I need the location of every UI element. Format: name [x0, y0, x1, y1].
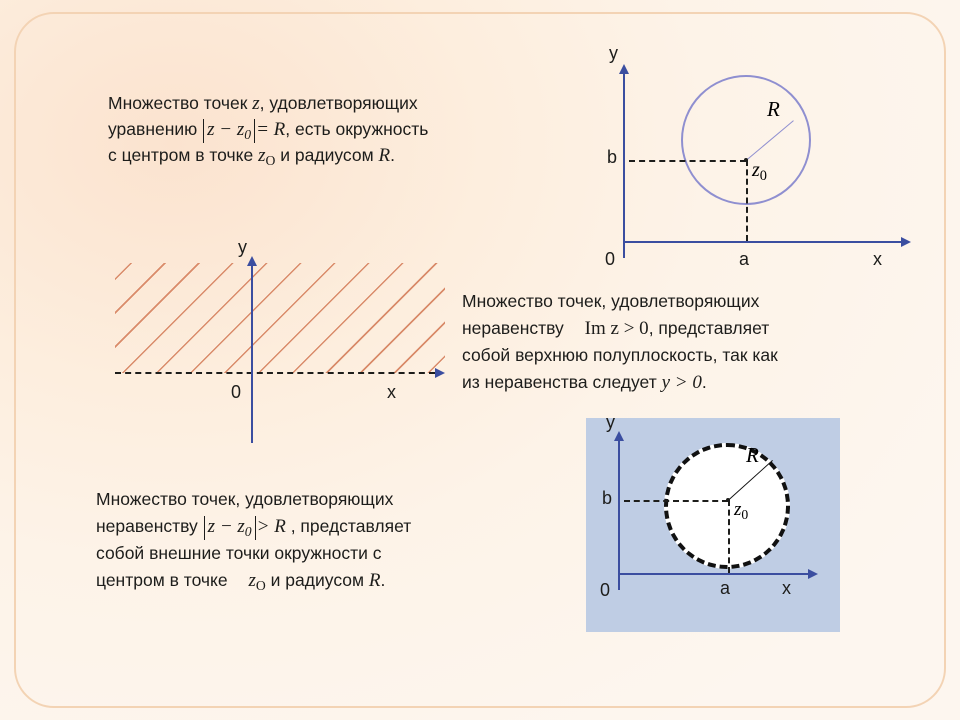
dashed-line-a: [746, 160, 748, 241]
text-run: собой внешние точки окружности с: [96, 543, 382, 563]
text-line: [462, 371, 892, 398]
center-point: [726, 498, 730, 502]
math-r: R: [368, 570, 381, 591]
diagram-circle-z0: [585, 43, 915, 285]
radius-label: R: [746, 443, 759, 467]
radius-label: R: [767, 97, 780, 121]
a-label: a: [739, 249, 750, 269]
y-axis-arrow-icon: [619, 64, 629, 74]
text-run: .: [380, 570, 386, 590]
center-label: [734, 499, 748, 523]
math-z-o: [258, 145, 275, 166]
math-subscript: 0: [244, 126, 252, 142]
x-axis-label: x: [873, 249, 882, 269]
math-run: z − z: [207, 516, 245, 537]
diagram-circle-exterior: [586, 412, 840, 632]
x-axis-label: x: [782, 578, 791, 598]
math-subscript: O: [255, 577, 266, 593]
math-equals-r: = R: [256, 119, 286, 140]
text-run: , представляет: [648, 318, 770, 338]
text-run: Множество точек: [108, 93, 248, 113]
math-y-gt-0: y > 0: [661, 372, 702, 393]
math-run: z − z: [207, 119, 245, 140]
diagram-upper-half-plane: [105, 237, 465, 435]
center-point: [744, 158, 748, 162]
math-im-z-gt-0: Im z > 0: [584, 318, 649, 339]
b-label: b: [607, 147, 618, 167]
text-run: , есть окружность: [285, 119, 429, 139]
y-axis-arrow-icon: [247, 256, 257, 266]
y-axis-arrow-icon: [614, 431, 624, 441]
text-run: собой верхнюю полуплоскость, так как: [462, 345, 778, 365]
math-run: z: [734, 499, 742, 520]
x-axis: [623, 241, 903, 243]
origin-label: 0: [600, 580, 611, 600]
math-subscript: 0: [759, 168, 767, 185]
text-line: [108, 118, 578, 144]
text-block-half-plane: [462, 290, 892, 398]
center-label: [752, 159, 767, 185]
text-run: , удовлетворяющих: [259, 93, 418, 113]
text-run: Множество точек, удовлетворяющих: [96, 489, 394, 509]
text-block-circle-equation: [108, 92, 578, 170]
text-line: [462, 290, 892, 317]
x-axis-label: x: [387, 382, 396, 402]
text-line: [96, 515, 526, 542]
dashed-line-b: [629, 160, 746, 162]
math-z: z: [252, 93, 260, 114]
math-abs-z-minus-z0: [203, 119, 255, 143]
y-axis: [623, 73, 625, 258]
text-line: [96, 488, 526, 515]
y-axis-label: y: [238, 237, 247, 257]
x-axis: [618, 573, 810, 575]
text-run: .: [390, 145, 395, 165]
math-abs-z-minus-z0: [204, 516, 256, 540]
math-r: R: [378, 145, 391, 166]
text-line: [96, 542, 526, 569]
text-line: [96, 569, 526, 596]
math-subscript: 0: [244, 523, 252, 539]
text-run: , представляет: [290, 516, 412, 536]
math-run: z: [248, 570, 256, 591]
text-block-exterior: [96, 488, 526, 596]
text-run: .: [701, 372, 707, 392]
origin-label: 0: [231, 382, 242, 402]
text-run: из неравенства следует: [462, 372, 657, 392]
x-axis-dashed: [115, 372, 435, 374]
text-line: [108, 144, 578, 170]
y-axis-label: y: [609, 43, 618, 63]
text-run: Множество точек, удовлетворяющих: [462, 291, 760, 311]
text-run: с центром в точке: [108, 145, 254, 165]
text-run: и радиусом: [270, 570, 365, 590]
y-axis: [618, 440, 620, 590]
origin-label: 0: [605, 249, 616, 269]
text-run: и радиусом: [280, 145, 374, 165]
math-run: z: [258, 145, 266, 166]
x-axis-arrow-icon: [901, 237, 911, 247]
x-axis-arrow-icon: [435, 368, 445, 378]
math-run: z: [752, 159, 760, 181]
dashed-line-a: [728, 500, 730, 573]
text-line: [462, 344, 892, 371]
b-label: b: [602, 488, 613, 508]
text-line: [462, 317, 892, 344]
text-run: неравенству: [96, 516, 198, 536]
hatching-region: [115, 263, 445, 373]
y-axis: [251, 265, 253, 443]
y-axis-label: y: [606, 412, 615, 432]
dashed-line-b: [624, 500, 728, 502]
text-run: неравенству: [462, 318, 564, 338]
math-greater-r: > R: [256, 516, 286, 537]
text-run: центром в точке: [96, 570, 228, 590]
text-run: уравнению: [108, 119, 198, 139]
text-line: [108, 92, 578, 118]
math-subscript: 0: [741, 506, 749, 522]
a-label: a: [720, 578, 731, 598]
math-z-o: [233, 570, 266, 591]
x-axis-arrow-icon: [808, 569, 818, 579]
math-subscript: O: [265, 152, 276, 168]
